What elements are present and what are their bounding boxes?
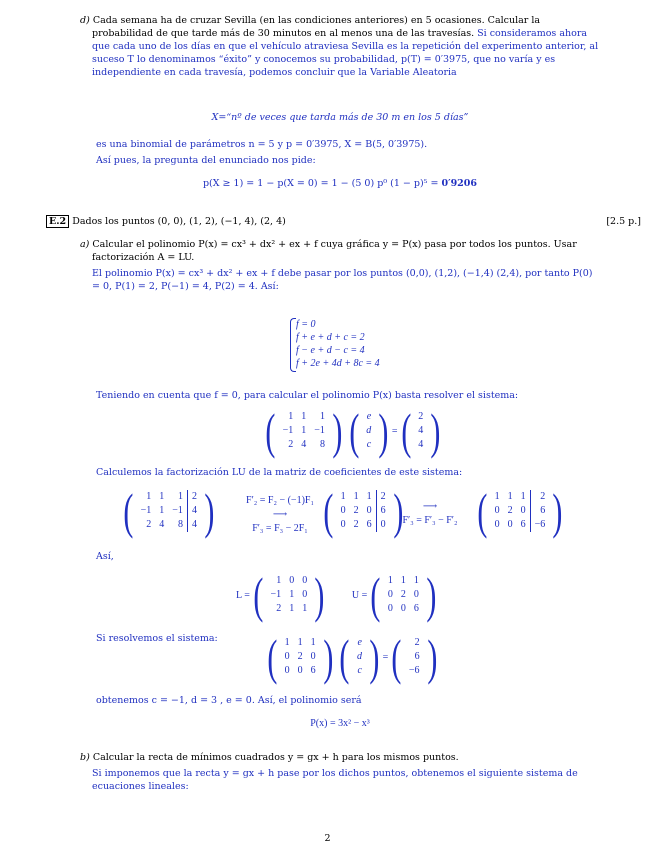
formula-text: p(X ≥ 1) = 1 − p(X = 0) = 1 − (5 0) p⁰ (1 − p)⁵ = [202, 178, 442, 189]
probability-formula [80, 177, 600, 190]
matrix-row [281, 664, 320, 678]
calculemos-line: Calculemos la factorización LU de la matriz de coeficientes de este sistema: [96, 467, 463, 478]
matrix-cell: 6 [310, 665, 316, 676]
matrix-row [337, 504, 390, 518]
exercise-statement: Dados los puntos (0, 0), (1, 2), (−1, 4), (2, 4) [72, 216, 286, 227]
matrix-cell: 2 [187, 490, 201, 504]
matrix-cell: 4 [301, 439, 307, 450]
matrix-cell: 1 [297, 637, 303, 648]
matrix-cell: 4 [187, 518, 201, 532]
vector-rhs-2 [405, 636, 424, 678]
matrix-cell: 4 [418, 425, 424, 436]
matrix-cell: 2 [288, 439, 294, 450]
binomial-line: es una binomial de parámetros n = 5 y p = 0′3975, X = B(5, 0′3975). [96, 139, 428, 150]
matrix-cell: 1 [310, 637, 316, 648]
matrix-cell: 1 [159, 491, 165, 502]
matrix-cell: e [357, 637, 362, 648]
part-b [80, 751, 600, 793]
part-b-label: b) [80, 752, 90, 763]
matrix-cell: 2 [376, 490, 390, 504]
matrix-cell: 1 [319, 411, 325, 422]
matrix-cell: 1 [288, 411, 294, 422]
matrix-row [384, 588, 423, 602]
matrix-cell: 0 [289, 575, 295, 586]
matrix-cell: 0 [340, 505, 346, 516]
augmented-matrix-3 [491, 490, 550, 532]
matrix-row [267, 588, 312, 602]
matrix-cell: 0 [494, 505, 500, 516]
part-d-statement: Cada semana ha de cruzar Sevilla (en las condiciones anteriores) en 5 ocasiones. Calcular la probabilidad de que tarde más de 30 minutos en al menos una de las travesías. [92, 15, 541, 39]
matrix-cell: e [366, 411, 372, 422]
matrix-cell: 2 [353, 519, 359, 530]
matrix-cell: 6 [520, 519, 526, 530]
matrix-cell: 0 [413, 589, 419, 600]
matrix-cell: 0 [297, 665, 303, 676]
matrix-cell: 0 [366, 505, 372, 516]
matrix-U-system [281, 636, 320, 678]
part-a-answer: El polinomio P(x) = cx³ + dx² + ex + f debe pasar por los puntos (0,0), (1,2), (−1,4) (2,4), por tanto P(0) = 0, P(1) = 2, P(−1) = 4, P(2) = 4. Así: [92, 268, 593, 292]
vector-rhs [414, 410, 427, 452]
si-resolvemos: Si resolvemos el sistema: [96, 633, 218, 644]
matrix-cell: 1 [413, 575, 419, 586]
matrix-row [362, 438, 375, 452]
matrix-cell: 1 [507, 491, 513, 502]
matrix-row [353, 636, 366, 650]
matrix-cell: 2 [507, 505, 513, 516]
matrix-row [353, 664, 366, 678]
part-a-statement: Calcular el polinomio P(x) = cx³ + dx² + ex + f cuya gráfica y = P(x) pasa por todos los puntos. Usar factorización A = LU. [92, 239, 577, 263]
matrix-row [384, 602, 423, 616]
matrix-cell: 0 [284, 665, 290, 676]
matrix-cell: 1 [366, 491, 372, 502]
matrix-cell: 0 [340, 519, 346, 530]
part-a [80, 238, 600, 293]
equation-system [296, 318, 380, 370]
matrix-row [414, 438, 427, 452]
matrix-cell: 6 [366, 519, 372, 530]
matrix-cell: 1 [387, 575, 393, 586]
matrix-row [405, 664, 424, 678]
matrix-cell: 1 [276, 575, 282, 586]
vector-vars-2 [353, 636, 366, 678]
matrix-cell: 0 [302, 575, 308, 586]
matrix-row [137, 518, 201, 532]
matrix-cell: 2 [400, 589, 406, 600]
matrix-cell: 0 [387, 589, 393, 600]
matrix-cell: −1 [140, 505, 152, 516]
matrix-cell: 1 [494, 491, 500, 502]
page-number: 2 [324, 833, 331, 844]
teniendo-line: Teniendo en cuenta que f = 0, para calcular el polinomio P(x) basta resolver el sistema: [96, 390, 519, 401]
matrix-row [405, 650, 424, 664]
U-label: U = [351, 589, 368, 601]
matrix-row [337, 518, 390, 532]
matrix-row [281, 636, 320, 650]
lu-steps: ( 1 1 1 2 −1 1 −1 4 2 4 8 4 ) F′₂ = F₂ − (−1)F₁ ⟶ F′₃ = F₃ − 2F₁ ( 1 1 1 2 0 2 0 6 0 2 6 0 ) ⟶ F′₃ = F′₃ − F′₂ ( 1 1 1 2 0 2 0 6 0 0 6 −6 ) [123, 482, 563, 539]
part-d-label: d) [80, 15, 90, 26]
part-b-statement: Calcular la recta de mínimos cuadrados y = gx + h para los mismos puntos. [92, 752, 459, 763]
part-b-answer: Si imponemos que la recta y = gx + h pase por los dichos puntos, obtenemos el siguiente sistema de ecuaciones lineales: [92, 768, 578, 792]
matrix-cell: 0 [284, 651, 290, 662]
matrix-cell: 0 [302, 589, 308, 600]
matrix-row [414, 424, 427, 438]
part-d [80, 14, 600, 79]
matrix-cell: 0 [507, 519, 513, 530]
exercise-points: [2.5 p.] [606, 216, 641, 227]
matrix-row [279, 410, 329, 424]
matrix-row [279, 438, 329, 452]
part-d-answer: Si consideramos ahora que cada uno de los días en que el vehículo atraviesa Sevilla es la repetición del experimento anterior, al suceso T lo denominamos “éxito” y conocemos su probabilidad, p(T) = 0′3975, que no varía y es independiente en cada travesía, podemos concluir que la Variable Aleatoria [92, 28, 599, 78]
matrix-cell: 2 [353, 505, 359, 516]
matrix-cell: 1 [302, 603, 308, 614]
part-a-label: a) [80, 239, 90, 250]
matrix-row [491, 504, 550, 518]
asi-line: Así pues, la pregunta del enunciado nos pide: [96, 155, 316, 166]
arrow-2: ⟶ [422, 501, 438, 512]
matrix-cell: c [357, 665, 362, 676]
row-op-3: F′₃ = F′₃ − F′₂ [402, 515, 458, 526]
matrix-cell: −1 [270, 589, 282, 600]
matrix-cell: 1 [400, 575, 406, 586]
row-op-1: F′₂ = F₂ − (−1)F₁ [246, 495, 314, 506]
matrix-cell: 1 [159, 505, 165, 516]
matrix-U [384, 574, 423, 616]
matrix-L [267, 574, 312, 616]
vector-vars [362, 410, 375, 452]
matrix-row [337, 490, 390, 504]
matrix-system-1: ( 1 1 1 −1 1 −1 2 4 8 ) ( e d c ) = ( 2 4 4 ) [265, 402, 441, 459]
matrix-cell: 0 [400, 603, 406, 614]
matrix-row [137, 504, 201, 518]
exercise-label: E.2 [46, 215, 69, 228]
matrix-cell: 1 [340, 491, 346, 502]
matrix-cell: 8 [177, 519, 183, 530]
matrix-row [384, 574, 423, 588]
matrix-row [491, 490, 550, 504]
matrix-cell: 2 [418, 411, 424, 422]
matrix-cell: d [356, 651, 362, 662]
matrix-row [414, 410, 427, 424]
row-op-2: F′₃ = F₃ − 2F₁ [252, 523, 308, 534]
system-row-2: f + e + d + c = 2 [296, 332, 365, 343]
matrix-row [267, 574, 312, 588]
matrix-cell: 6 [414, 651, 420, 662]
augmented-matrix-2 [337, 490, 390, 532]
system-row-4: f + 2e + 4d + 8c = 4 [296, 358, 380, 369]
matrix-cell: 4 [418, 439, 424, 450]
formula-result: 0′9206 [441, 178, 478, 189]
matrix-cell: −6 [530, 518, 549, 532]
matrix-row [267, 602, 312, 616]
matrix-row [279, 424, 329, 438]
matrix-row [362, 424, 375, 438]
matrix-cell: 0 [376, 518, 390, 532]
matrix-cell: −1 [282, 425, 294, 436]
matrix-cell: −1 [314, 425, 325, 436]
matrix-cell: 1 [289, 603, 295, 614]
matrix-row [405, 636, 424, 650]
exercise-header [46, 215, 641, 228]
matrix-cell: 4 [187, 504, 201, 518]
lu-matrices: L = ( 1 0 0 −1 1 0 2 1 1 ) U = ( 1 1 1 0 2 0 0 0 6 ) [236, 566, 437, 623]
matrix-row [281, 650, 320, 664]
matrix-cell: 1 [284, 637, 290, 648]
polynomial-result: P(x) = 3x² − x³ [310, 718, 370, 729]
matrix-cell: 1 [289, 589, 295, 600]
matrix-A [279, 410, 329, 452]
system-row-1: f = 0 [296, 319, 316, 330]
matrix-system-2: ( 1 1 1 0 2 0 0 0 6 ) ( e d c ) = ( 2 6 −6 ) [267, 628, 437, 685]
matrix-row [491, 518, 550, 532]
matrix-cell: c [366, 439, 372, 450]
matrix-row [353, 650, 366, 664]
matrix-row [137, 490, 201, 504]
matrix-cell: 2 [297, 651, 303, 662]
augmented-matrix-1 [137, 490, 201, 532]
matrix-cell: 6 [413, 603, 419, 614]
matrix-cell: 4 [159, 519, 165, 530]
matrix-cell: 1 [520, 491, 526, 502]
matrix-cell: 1 [353, 491, 359, 502]
matrix-cell: 8 [319, 439, 325, 450]
matrix-row [362, 410, 375, 424]
matrix-cell: 0 [387, 603, 393, 614]
L-label: L = [236, 589, 250, 601]
matrix-cell: 0 [494, 519, 500, 530]
matrix-cell: 2 [146, 519, 152, 530]
matrix-cell: 2 [276, 603, 282, 614]
matrix-cell: d [366, 425, 372, 436]
system-row-3: f − e + d − c = 4 [296, 345, 365, 356]
matrix-cell: 6 [376, 504, 390, 518]
matrix-cell: 1 [146, 491, 152, 502]
matrix-cell: 6 [530, 504, 549, 518]
matrix-cell: 1 [301, 425, 307, 436]
matrix-cell: 1 [177, 491, 183, 502]
matrix-cell: 1 [301, 411, 307, 422]
matrix-cell: 2 [414, 637, 420, 648]
matrix-cell: 0 [520, 505, 526, 516]
matrix-cell: −6 [408, 665, 420, 676]
matrix-cell: 2 [530, 490, 549, 504]
x-definition: X=“nº de veces que tarda más de 30 m en los 5 días” [211, 112, 469, 123]
matrix-cell: 0 [310, 651, 316, 662]
asi-2: Así, [96, 551, 114, 562]
matrix-cell: −1 [172, 505, 183, 516]
arrow-1: ⟶ [272, 509, 288, 520]
obtenemos-line: obtenemos c = −1, d = 3 , e = 0. Así, el polinomio será [96, 695, 362, 706]
